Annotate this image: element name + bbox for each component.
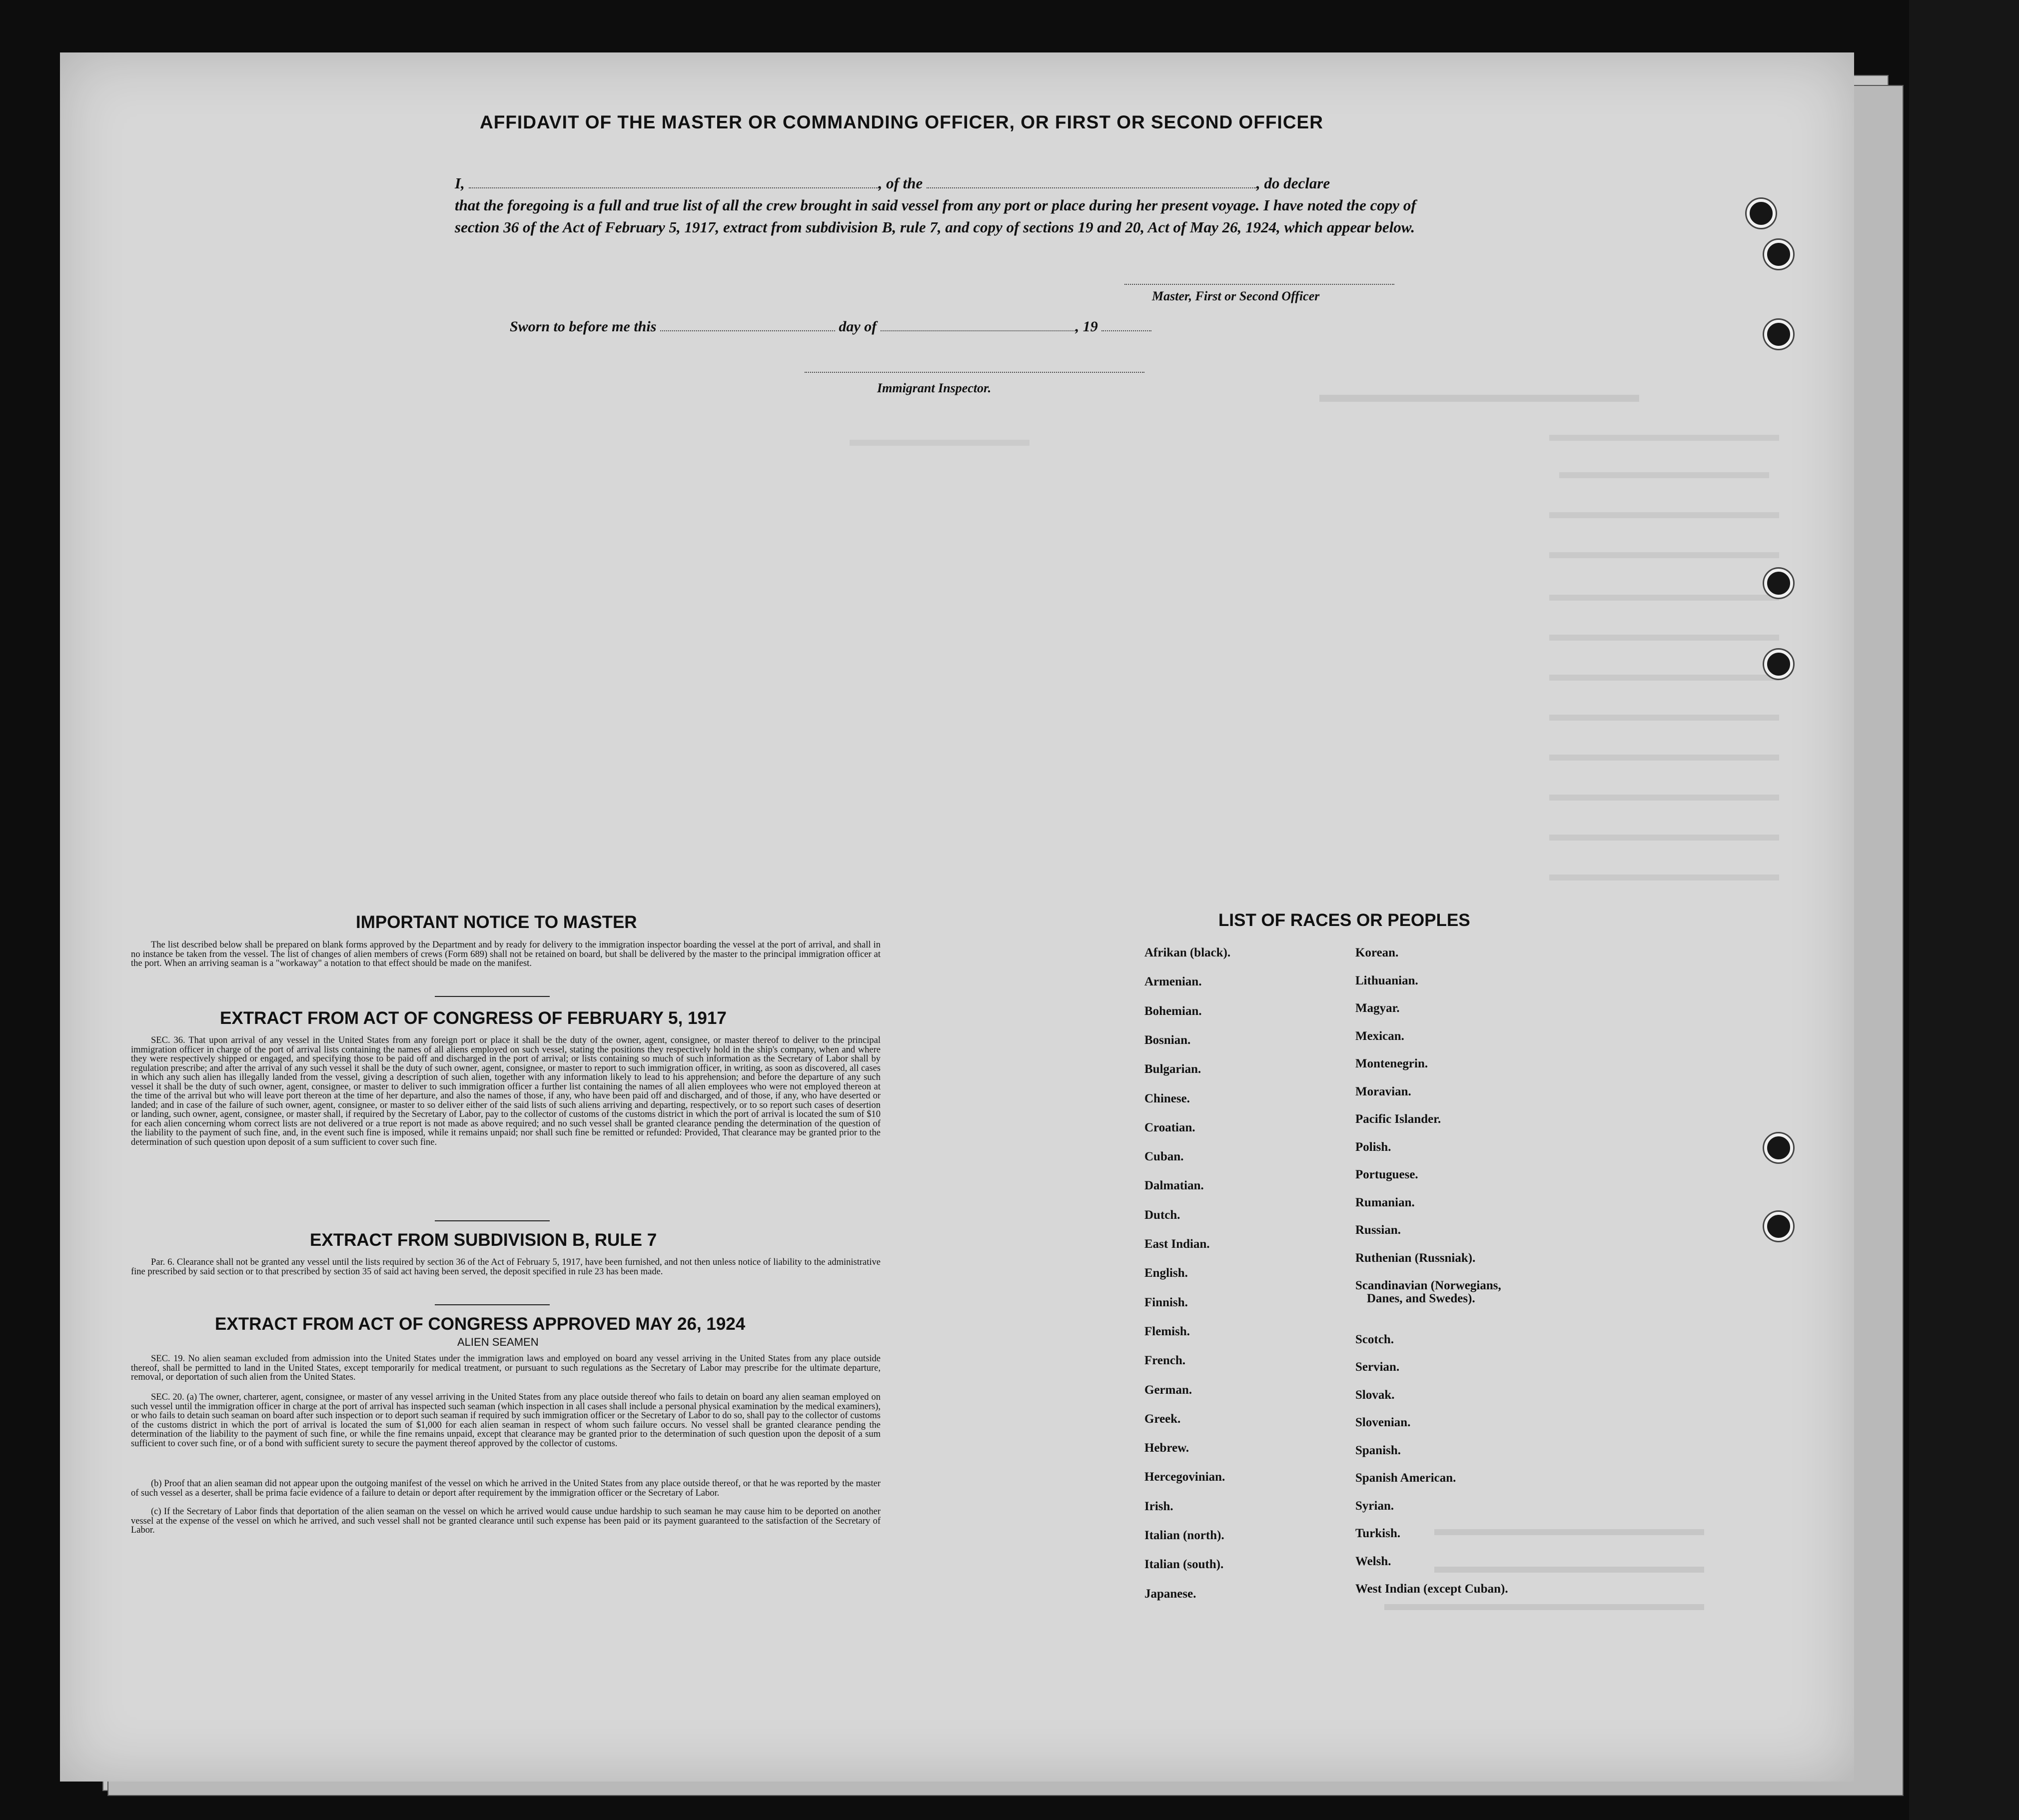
race-item: Bohemian. [1144,1004,1202,1018]
race-item: French. [1144,1354,1186,1368]
race-item: Dutch. [1144,1208,1180,1222]
divider [435,996,550,997]
binder-hole [1764,1133,1793,1162]
race-item: East Indian. [1144,1237,1210,1251]
race-item: Flemish. [1144,1324,1190,1338]
race-item: English. [1144,1266,1188,1280]
race-item: Syrian. [1355,1499,1394,1513]
race-item: Lithuanian. [1355,973,1418,987]
race-item: Cuban. [1144,1150,1184,1164]
film-frame-edge [1909,0,2019,1820]
notice-title: IMPORTANT NOTICE TO MASTER [356,912,637,932]
race-item: Irish. [1144,1499,1173,1513]
divider [435,1220,550,1221]
vessel-blank[interactable] [927,174,1256,188]
affidavit-declaration [455,172,1429,238]
divider [435,1304,550,1305]
sec20c-text: (c) If the Secretary of Labor finds that deportation of the alien seaman on the vessel on which he arrived would cause undue hardship to such seaman he may cause him to be deported on another vessel at the expense of the vessel on which he arrived, and such vessel shall not be granted clearance until such expense has been paid or its payment guaranteed to the satisfaction of the Secretary of Labor. [131,1507,881,1535]
sec19-text: SEC. 19. No alien seaman excluded from admission into the United States under the immigration laws and employed on board any vessel arriving in the United States from any place outside thereof, shall be permitted to land in the United States, except temporarily for medical treatment, or pursuant to such regulations as the Secretary of Labor may prescribe for the ultimate departure, removal, or deportation of such alien from the United States. [131,1354,881,1382]
race-item: Scotch. [1355,1332,1394,1346]
race-item: Italian (north). [1144,1529,1224,1542]
race-item: Russian. [1355,1223,1401,1237]
race-item: Spanish. [1355,1443,1401,1457]
race-item: Croatian. [1144,1120,1195,1134]
race-item: Mexican. [1355,1029,1404,1043]
declaration-text: that the foregoing is a full and true list of all the crew brought in said vessel from any port or place during her present voyage. I have noted the copy of section 36 of the Act of February 5, 1917, extract from subdivision B, rule 7, and copy of sections 19 and 20, Act of May 26, 1924, which appear below. [455,196,1416,236]
race-item: Montenegrin. [1355,1057,1428,1070]
sworn-day-blank[interactable] [660,319,835,331]
races-title: LIST OF RACES OR PEOPLES [1218,910,1470,930]
race-item: Moravian. [1355,1084,1411,1098]
race-item: Rumanian. [1355,1195,1415,1209]
binder-hole [1764,1212,1793,1241]
signature-label: Master, First or Second Officer [1152,289,1320,303]
inspector-label: Immigrant Inspector. [877,381,992,395]
race-item: Bulgarian. [1144,1062,1201,1076]
extract-rule7-text: Par. 6. Clearance shall not be granted any vessel until the lists required by section 36 of the Act of February 5, 1917, have been furnished, and not then unless notice of liability to the administrative fine prescribed by said section or to that prescribed by section 35 of said act having been served, the deposit specified in rule 23 has been made. [131,1257,881,1277]
race-item: Spanish American. [1355,1471,1456,1485]
do-declare-label: , do declare [1256,174,1330,192]
extract-rule7-title: EXTRACT FROM SUBDIVISION B, RULE 7 [310,1230,657,1250]
affidavit-title: AFFIDAVIT OF THE MASTER OR COMMANDING OFFICER, OR FIRST OR SECOND OFFICER [480,112,1323,132]
sec20b-text: (b) Proof that an alien seaman did not appear upon the outgoing manifest of the vessel on which he arrived in the United States from any place outside thereof, or that he was reported by the master of such vessel as a deserter, shall be prima facie evidence of a failure to detain or deport after requirement by the immigration officer or the Secretary of Labor. [131,1479,881,1498]
race-item: Welsh. [1355,1554,1391,1568]
race-item: Turkish. [1355,1527,1401,1541]
race-item: Pacific Islander. [1355,1112,1441,1126]
sworn-year-blank[interactable] [1101,319,1151,331]
inspector-signature-line[interactable] [805,372,1144,373]
race-item: Ruthenian (Russniak). [1355,1251,1476,1265]
race-item: Hercegovinian. [1144,1470,1225,1484]
notice-text: The list described below shall be prepared on blank forms approved by the Department and by ready for delivery to the immigration inspector boarding the vessel at the port of arrival, and shall in no instance be taken from the vessel. The list of changes of alien members of crews (Form 689) shall not be retained on board, but shall be delivered by the master to the principal immigration officer at the port. When an arriving seaman is a "workaway" a notation to that effect should be made on the manifest. [131,940,881,968]
binder-hole [1747,199,1776,228]
race-item: Afrikan (black). [1144,946,1231,959]
race-item: Armenian. [1144,975,1202,989]
of-the-label: , of the [878,174,923,192]
race-item: Slovak. [1355,1388,1395,1402]
race-item: Danes, and Swedes). [1367,1291,1475,1305]
signature-line[interactable] [1124,284,1394,285]
race-item: Korean. [1355,946,1399,959]
race-item: Polish. [1355,1140,1391,1154]
race-item: Finnish. [1144,1295,1188,1309]
name-blank[interactable] [469,174,879,188]
race-item: Scandinavian (Norwegians, [1355,1279,1501,1292]
race-item: Servian. [1355,1360,1400,1374]
declaration-fill-line [455,172,1429,194]
sworn-year-label: , 19 [1075,318,1098,335]
race-item: German. [1144,1383,1192,1397]
race-item: Italian (south). [1144,1558,1224,1572]
race-item: Bosnian. [1144,1033,1191,1047]
race-item: Slovenian. [1355,1416,1411,1430]
race-item: Chinese. [1144,1091,1190,1105]
binder-hole [1764,650,1793,679]
race-item: Dalmatian. [1144,1179,1204,1193]
sworn-line [510,318,1151,335]
race-item: Hebrew. [1144,1441,1189,1455]
sworn-prefix: Sworn to before me this [510,318,657,335]
extract-1917-text: SEC. 36. That upon arrival of any vessel in the United States from any foreign port or place it shall be the duty of the owner, agent, consignee, or master thereof to deliver to the principal immigration officer in charge of the port of arrival lists containing the names of all aliens employed on such vessel, stating the positions they respectively hold in the ship's company, when and where they were respectively shipped or engaged, and specifying those to be paid off and discharged in the port of arrival; or lists containing so much of such information as the Secretary of Labor shall by regulation prescribe; and after the arrival of any such vessel it shall be the duty of such owner, agent, consignee, or master to report to such immigration officer, in writing, as soon as discovered, all cases in which any such alien has illegally landed from the vessel, giving a description of such alien, together with any information likely to lead to his apprehension; and before the departure of any such vessel it shall be the duty of such owner, agent, consignee, or master to deliver to such immigration officer a further list containing the names of all alien employees who were not employed thereon at the time of the arrival but who will leave port thereon at the time of her departure, and also the names of those, if any, who have been paid off and discharged, and of those, if any, who have deserted or landed; and in case of the failure of such owner, agent, consignee, or master to so deliver either of the said lists of such aliens arriving and departing, respectively, or to so report such cases of desertion or landing, such owner, agent, consignee, or master shall, if required by the Secretary of Labor, pay to the collector of customs of the customs district in which the port of arrival is located the sum of $10 for each alien concerning whom correct lists are not delivered or a true report is not made as above required; and no such vessel shall be granted clearance pending the determination of the question of the liability to the payment of such fine, and, in the event such fine is imposed, while it remains unpaid; nor shall such fine be remitted or refunded: Provided, That clearance may be granted prior to the determination of such question upon deposit of a sum sufficient to cover such fine. [131,1035,881,1147]
binder-hole [1764,240,1793,269]
race-item: Greek. [1144,1412,1181,1426]
binder-hole [1764,569,1793,598]
extract-1917-title: EXTRACT FROM ACT OF CONGRESS OF FEBRUARY 5, 1917 [220,1008,727,1028]
alien-seamen-subtitle: ALIEN SEAMEN [457,1336,539,1348]
binder-hole [1764,320,1793,349]
sworn-month-blank[interactable] [881,319,1075,331]
race-item: West Indian (except Cuban). [1355,1582,1508,1596]
race-item: Japanese. [1144,1587,1196,1601]
extract-1924-title: EXTRACT FROM ACT OF CONGRESS APPROVED MAY 26, 1924 [215,1314,746,1334]
race-item: Magyar. [1355,1001,1400,1015]
sworn-day-label: day of [839,318,877,335]
sec20-text: SEC. 20. (a) The owner, charterer, agent, consignee, or master of any vessel arriving in the United States from any place outside thereof who fails to detain on board any alien seaman employed on such vessel until the immigration officer in charge at the port of arrival has inspected such seaman (which inspection in all cases shall include a personal physical examination by the medical examiners), or who fails to detain such seaman on board after such inspection or to deport such seaman if required by such immigration officer or the Secretary of Labor to do so, shall pay to the collector of customs of the customs district in which the port of arrival is located the sum of $1,000 for each alien seaman in respect of whom such failure occurs. No vessel shall be granted clearance pending the determination of the liability to the payment of such fine, or while the fine remains unpaid, except that clearance may be granted prior to the determination of such question upon the deposit of a sum sufficient to cover such fine, or of a bond with sufficient surety to secure the payment thereof approved by the collector of customs. [131,1392,881,1449]
i-label: I, [455,174,465,192]
race-item: Portuguese. [1355,1168,1418,1181]
